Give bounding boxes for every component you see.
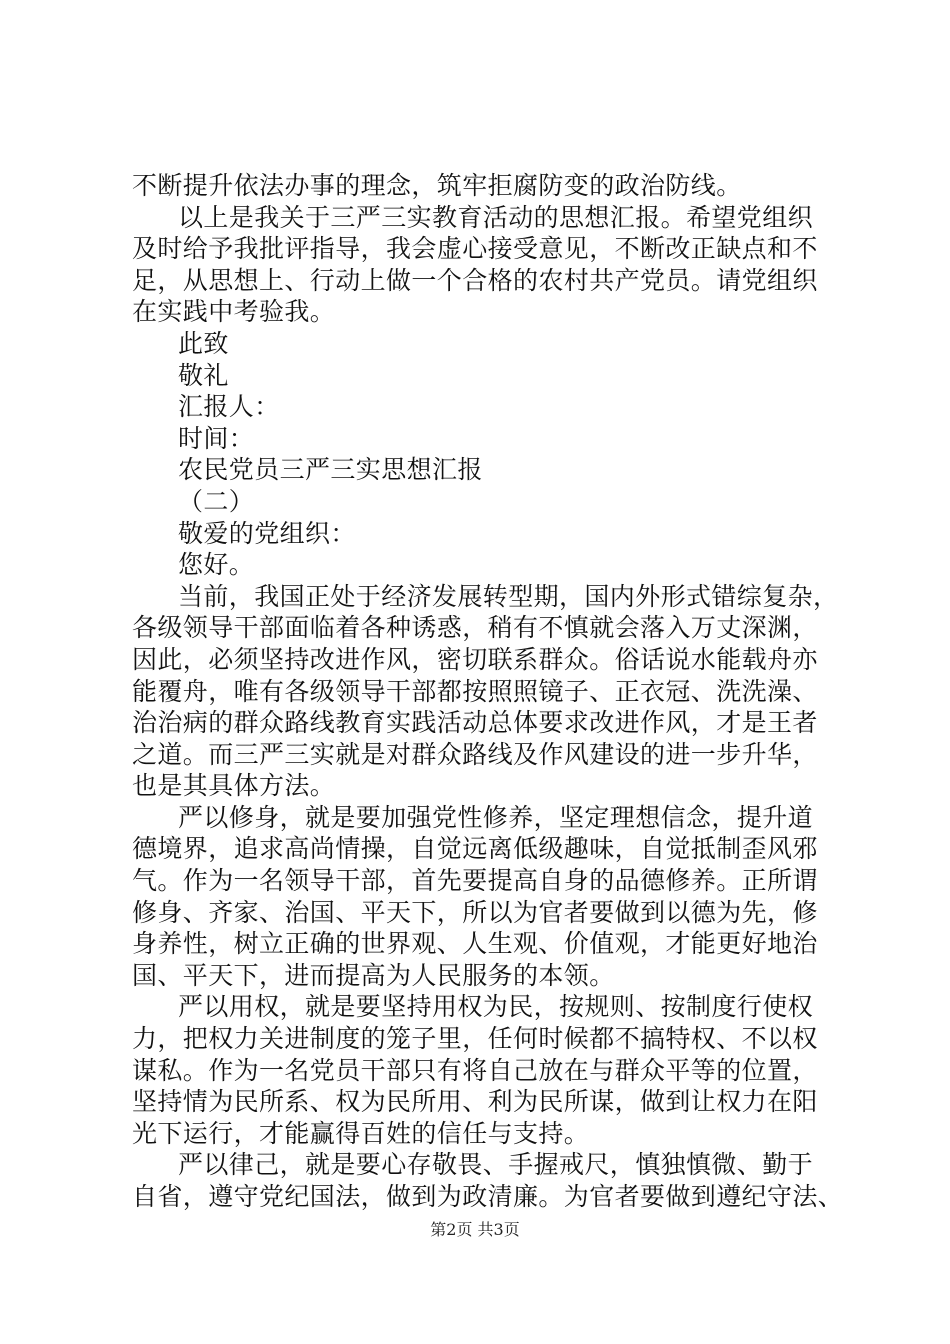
text-line: 也是其具体方法。: [132, 771, 336, 801]
text-line: 及时给予我批评指导，我会虚心接受意见，不断改正缺点和不: [132, 234, 818, 264]
text-line: 修身、齐家、治国、平天下，所以为官者要做到以德为先，修: [132, 897, 818, 927]
text-line: （二）: [178, 486, 255, 516]
text-line: 您好。: [178, 550, 255, 580]
text-line: 力，把权力关进制度的笼子里，任何时候都不搞特权、不以权: [132, 1024, 818, 1054]
text-line: 国、平天下，进而提高为人民服务的本领。: [132, 960, 615, 990]
text-line: 治治病的群众路线教育实践活动总体要求改进作风，才是王者: [132, 708, 818, 738]
text-line: 汇报人：: [178, 392, 280, 422]
text-line: 因此，必须坚持改进作风，密切联系群众。俗话说水能载舟亦: [132, 644, 818, 674]
text-line: 谋私。作为一名党员干部只有将自己放在与群众平等的位置，: [132, 1055, 818, 1085]
text-line: 敬礼: [178, 360, 229, 390]
text-line: 在实践中考验我。: [132, 297, 336, 327]
text-line: 时间：: [178, 423, 255, 453]
text-line: 严以律己，就是要心存敬畏、手握戒尺，慎独慎微、勤于: [178, 1150, 814, 1180]
text-line: 此致: [178, 328, 229, 358]
text-line: 各级领导干部面临着各种诱惑，稍有不慎就会落入万丈深渊，: [132, 613, 818, 643]
text-line: 敬爱的党组织：: [178, 518, 356, 548]
page-footer: 第2页 共3页: [430, 1220, 520, 1239]
text-line: 之道。而三严三实就是对群众路线及作风建设的进一步升华，: [132, 739, 818, 769]
text-line: 身养性，树立正确的世界观、人生观、价值观，才能更好地治: [132, 929, 818, 959]
text-line: 严以修身，就是要加强党性修养，坚定理想信念，提升道: [178, 802, 814, 832]
text-line: 不断提升依法办事的理念，筑牢拒腐防变的政治防线。: [132, 171, 742, 200]
text-line: 足，从思想上、行动上做一个合格的农村共产党员。请党组织: [132, 265, 818, 295]
text-line: 以上是我关于三严三实教育活动的思想汇报。希望党组织: [178, 202, 814, 232]
text-line: 自省，遵守党纪国法，做到为政清廉。为官者要做到遵纪守法、: [132, 1182, 844, 1211]
text-line: 能覆舟，唯有各级领导干部都按照照镜子、正衣冠、洗洗澡、: [132, 676, 818, 706]
text-line: 严以用权，就是要坚持用权为民，按规则、按制度行使权: [178, 992, 814, 1022]
text-line: 光下运行，才能赢得百姓的信任与支持。: [132, 1118, 590, 1148]
text-line: 坚持情为民所系、权为民所用、利为民所谋，做到让权力在阳: [132, 1087, 818, 1117]
text-line: 气。作为一名领导干部，首先要提高自身的品德修养。正所谓: [132, 866, 818, 896]
document-body: [132, 170, 844, 1213]
text-line: 当前，我国正处于经济发展转型期，国内外形式错综复杂，: [178, 581, 839, 611]
text-line: 农民党员三严三实思想汇报: [178, 455, 483, 485]
text-line: 德境界，追求高尚情操，自觉远离低级趣味，自觉抵制歪风邪: [132, 834, 818, 864]
